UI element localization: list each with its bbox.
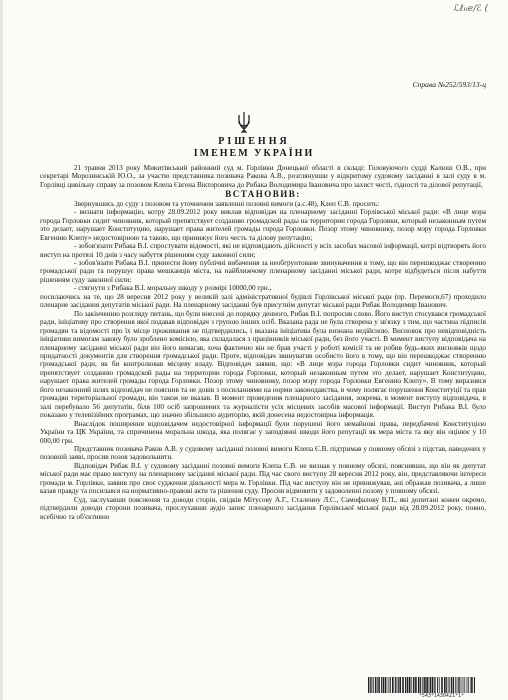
- body-paragraph: Звернувшись до суду з позовом та уточненим заявленні позовні вимоги (а.с.48), Клеп Є.В. просить:: [74, 199, 380, 208]
- barcode-bar: [383, 677, 385, 693]
- barcode-bar: [418, 677, 420, 693]
- body-paragraph: посилаючись на те, що 28 вересня 2012 року у великій залі адміністративної будівлі Горлівської міської ради (пр. Перемоги,67) проходило пленарне засідання депутатів міської ради. На пленарному засіданні був присутнім депутат міської ради Рибак Володимир Іванович.: [40, 292, 486, 310]
- body-paragraph: 21 травня 2013 року Микитівський районний суд м. Горлівки Донецької області в складі: Головуючого судді Калюш О.В., при секретарі Морозинській Ю.О., за участю представника позивача Ракова А.В., розглянувши у відкритому судовому засіданні в залі суду в м. Горлівці цивільну справу за позовом Клепа Євгена Вікторовича до Рибака Володимира Івановича про захист честі, гідності та ділової репутації,: [40, 164, 486, 189]
- document-subtitle: ІМЕНЕМ УКРАЇНИ: [193, 148, 315, 159]
- body-paragraph: - визнати інформацію, котру 28.09.2012 року виклав відповідач на пленарному засіданні Горлівської міської ради: «В лице мэра города Горловки сидит чиновник, который препятствует созданию громадской рады на территории города Горловки, который незаконным путем это делает, нарушает Конституцию, нарушает права жителей громады города Горловки. Позор этому чиновнику, позор мэру города Горловки Евгению Клепу» недостовірною та такою, що принижує його честь та ділову репутацію;: [40, 208, 486, 242]
- barcode-bar: [451, 677, 453, 693]
- barcode-bar: [470, 677, 471, 693]
- barcode-bar: [405, 677, 406, 693]
- barcode-bar: [398, 677, 399, 693]
- barcode-bar: [474, 677, 475, 693]
- barcode-bar: [439, 677, 440, 693]
- barcode-bar: [435, 677, 436, 693]
- barcode-bar: [468, 677, 469, 693]
- body-paragraph: Внаслідок поширення відповідачем недостовірної інформації були порушені його немайнові права, передбачені Конституцією України та ЦК України, та спричинена моральна шкода, яка полягає у заподіянні шкоди його репутації як мера міста та яку він оцінює у 10 000,00 грн.: [40, 419, 486, 445]
- handwritten-note: ℒℓℴℯ/ℰ (: [453, 4, 488, 14]
- barcode-bar: [449, 677, 450, 693]
- barcode-bar: [389, 677, 390, 693]
- barcode-bar: [399, 677, 401, 693]
- barcode-bar: [397, 677, 398, 693]
- barcode-bar: [381, 677, 382, 693]
- body-paragraph: По закінченню розгляду питань, що були внесені до порядку денного, Рибак В.І. попросив слово. Його виступ стосувався громадської ради, ініціативу про створення якої подавав відповідач з групою інших осіб. Вказана рада не була створена у зв'язку з тим, що частина підписів громадян та відомості про їх місце проживання не підтвердились, і вказана ініціатива була визнана недійсною. Висновок про невідповідність ініціативи вимогам закону було зроблено комісією, яка складалася з працівників міської ради, без його участі. В момент виступу відповідача на пленарному засіданні міської ради він його вимагав, хоча фактично він не брав участі у роботі комісії та не робив будь-яких висновків щодо придатності документів для створення громадської ради. Проте, відповідач звинуватив особисто його в тому, що він перешкоджає створенню громадської ради, як би контролював місцеву владу. Відповідач заявив, що: «В лице мэра города Горловки сидит чиновник, который препятствует созданию громадской рады на территории города Горловки, который незаконным путем это делает, нарушает Конституцию, нарушает права жителей громады города Горловки. Позор этому чиновнику, позор мэру города Горловки Евгению Клепу». В тому виразився його незаконний шлях відповідач не пояснив та не довів з посиланнями на норми законодавства, в чому полягає порушення Конституції та прав громадян територіальної громади, він також не вказав. В момент проведення пленарного засідання, зокрема, в момент виступу відповідача, в залі перебувало 56 депутатів, біля 100 осіб запрошених та журналісти усіх місцевих засобів масової інформації. Виступ Рибака В.І. було показано у телевізійних програмах, що значно збільшило аудиторію, якій донесена недостовірна інформація.: [40, 309, 486, 420]
- barcode-bar: [464, 677, 465, 693]
- barcode-bar: [402, 677, 404, 693]
- document-title: РІШЕННЯ: [218, 136, 290, 147]
- barcode-bar: [385, 677, 386, 693]
- barcode-bar: [371, 677, 372, 693]
- barcode-bar: [392, 677, 394, 693]
- barcode-bar: [411, 677, 412, 693]
- barcode-bar: [387, 677, 388, 693]
- body-paragraph: - зобов'язати Рибака В.І. принести йому публічні вибачення за необгрунтоване звинувачення в тому, що він перешкоджає створенню громадської ради та порушує права мешканців міста, на найближчому пленарному засіданні міської ради, котре відбудеться після набуття рішенням суду законної сили;: [40, 258, 486, 284]
- barcode-bar: [413, 677, 415, 693]
- section-heading: ВСТАНОВИВ:: [225, 189, 301, 200]
- body-paragraph: - зобов'язати Рибака В.І. спростувати відомості, які не відповідають дійсності у всіх засобах масової інформації, котрі відтворять його виступ на протязі 10 днів з часу набуття рішенням суду законної сили;: [40, 242, 486, 259]
- document-body: [40, 164, 486, 521]
- barcode: [368, 677, 478, 693]
- body-paragraph: Представник позивача Раков А.В. у судовому засіданні позовні вимоги Клепа Є.В. підтримав у повному обсязі з підстав, наведених у позовній заяві, просив позов задовольнити.: [40, 444, 486, 462]
- barcode-bar: [458, 677, 459, 693]
- barcode-bar: [446, 677, 447, 693]
- barcode-bar: [453, 677, 454, 693]
- barcode-bar: [378, 677, 380, 693]
- barcode-bar: [424, 677, 426, 693]
- body-paragraph: Відповідач Рибак В.І. у судовому засіданні позовні вимоги Клепа Є.В. не визнав у повному обсязі, пояснивши, що він як депутат міської ради має право виступу на пленарному засіданні міської ради. Під час свого виступу 28 вересня 2012 року, він, представляючи інтереси громади м. Горлівки, заявив про своє судження діяльності мера м. Горлівки. Під час виступу він не принижував, ані ображав позивача, а лише казав правду та посилався на нормативно-правові акти та рішення суду. Просив відмовити у задоволенні позову у повному обсязі.: [40, 461, 486, 496]
- barcode-bar: [368, 677, 369, 693]
- barcode-bar: [437, 677, 438, 693]
- barcode-bar: [375, 677, 377, 693]
- body-paragraph: Суд, заслухавши пояснення та доводи сторін, свідків Мітусову А.Г., Сталенну Л.С., Самофалову В.П., які допитані кожен окремо, підтвердили доводи сторони позивача, прослухавши аудіо запис пленарного засідання Горлівської міської ради від 28.09.2012 року, повно, всебічно та об'єктивно: [40, 495, 486, 521]
- barcode-bar: [462, 677, 463, 693]
- barcode-bar: [415, 677, 417, 693]
- barcode-bar: [455, 677, 456, 693]
- trident-emblem-icon: [236, 111, 252, 133]
- case-number: Справа №252/593/13-ц: [412, 80, 486, 89]
- barcode-bar: [426, 677, 428, 693]
- barcode-bar: [370, 677, 371, 693]
- barcode-bar: [463, 677, 464, 693]
- barcode-bar: [377, 677, 378, 693]
- barcode-bar: [441, 677, 443, 693]
- barcode-bar: [373, 677, 374, 693]
- barcode-bar: [422, 677, 423, 693]
- barcode-bar: [444, 677, 446, 693]
- barcode-bar: [434, 677, 435, 693]
- barcode-bar: [390, 677, 391, 693]
- barcode-bar: [471, 677, 473, 693]
- scan-edge: [0, 0, 3, 700]
- barcode-bar: [432, 677, 433, 693]
- barcode-bar: [395, 677, 396, 693]
- barcode-number: *543*1430421*1*: [418, 693, 464, 699]
- barcode-bar: [430, 677, 432, 693]
- barcode-bar: [429, 677, 430, 693]
- body-paragraph: - стягнути з Рибака В.І. моральну шкоду у розмірі 10000,00 грн.,: [74, 284, 272, 293]
- barcode-bar: [409, 677, 411, 693]
- barcode-bar: [466, 677, 467, 693]
- barcode-bar: [407, 677, 409, 693]
- barcode-bar: [459, 677, 460, 693]
- barcode-bar: [420, 677, 421, 693]
